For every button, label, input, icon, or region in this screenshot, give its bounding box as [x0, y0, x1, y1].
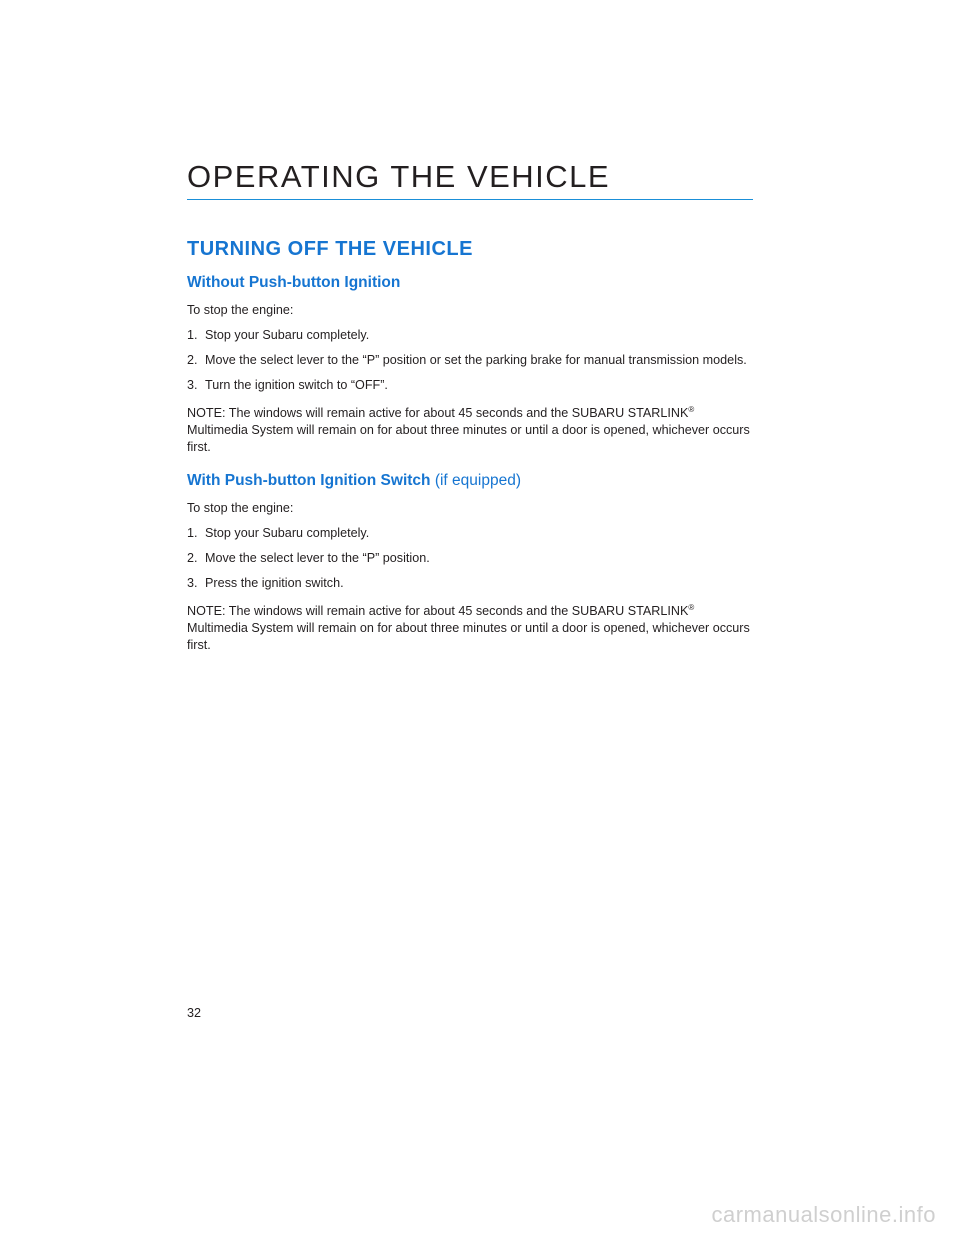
step-item [187, 327, 753, 343]
with-push-button-heading [187, 470, 753, 492]
running-header-title: OPERATING THE VEHICLE [187, 159, 611, 194]
note-text-start: NOTE: The windows will remain active for about 45 seconds and the SUBARU STARLINK [187, 604, 689, 618]
if-equipped-qualifier: (if equipped) [434, 472, 521, 489]
registered-mark: ® [688, 602, 695, 612]
note-text-start: NOTE: The windows will remain active for about 45 seconds and the SUBARU STARLINK [187, 406, 689, 420]
without-push-steps [187, 327, 753, 393]
step-item [187, 525, 753, 541]
step-item [187, 575, 753, 591]
step-number: 2. [187, 353, 198, 367]
step-text: Stop your Subaru completely. [205, 526, 370, 540]
step-number: 2. [187, 551, 198, 565]
with-push-button-title: With Push-button Ignition Switch [187, 472, 431, 489]
with-push-intro: To stop the engine: [187, 501, 294, 515]
without-push-intro: To stop the engine: [187, 303, 294, 317]
step-number: 3. [187, 576, 198, 590]
without-push-button-title: Without Push-button Ignition [187, 274, 401, 291]
step-item [187, 377, 753, 393]
note-text-end: Multimedia System will remain on for about three minutes or until a door is opened, whichever occurs first. [187, 423, 750, 454]
step-text: Move the select lever to the “P” position. [205, 551, 430, 565]
step-text: Stop your Subaru completely. [205, 328, 370, 342]
note-text-end: Multimedia System will remain on for about three minutes or until a door is opened, whichever occurs first. [187, 621, 750, 652]
header-rule [187, 199, 753, 200]
section-title: TURNING OFF THE VEHICLE [187, 238, 473, 260]
registered-mark: ® [688, 404, 695, 414]
without-push-button-section [187, 272, 753, 456]
page-number: 32 [187, 1006, 202, 1020]
watermark: carmanualsonline.info [711, 1202, 936, 1227]
step-item [187, 550, 753, 566]
step-number: 1. [187, 328, 198, 342]
page-content [187, 236, 753, 668]
without-push-note [187, 405, 753, 456]
step-text: Press the ignition switch. [205, 576, 344, 590]
step-item [187, 352, 753, 368]
with-push-steps [187, 525, 753, 591]
with-push-button-section [187, 470, 753, 654]
step-number: 1. [187, 526, 198, 540]
step-text: Move the select lever to the “P” position or set the parking brake for manual transmission models. [205, 353, 747, 367]
with-push-note [187, 603, 753, 654]
step-text: Turn the ignition switch to “OFF”. [205, 378, 388, 392]
step-number: 3. [187, 378, 198, 392]
